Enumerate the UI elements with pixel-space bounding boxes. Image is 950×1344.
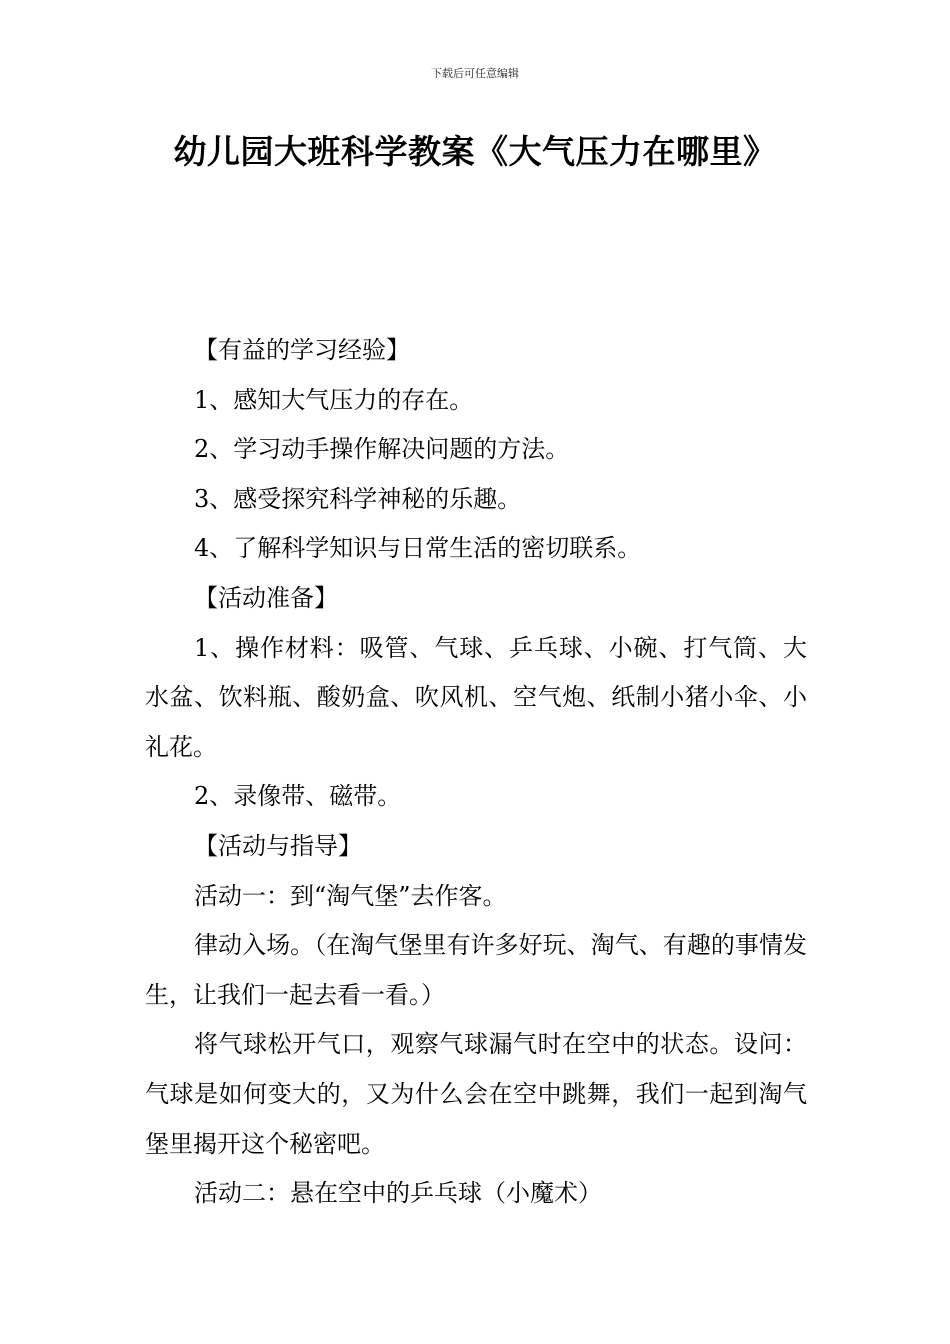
document-title: 幼儿园大班科学教案《大气压力在哪里》 [173,132,777,171]
body-paragraph: 律动入场。（在淘气堡里有许多好玩、淘气、有趣的事情发生，让我们一起去看一看。） [145,931,807,1009]
page-header-note: 下载后可任意编辑 [431,67,519,80]
activity-heading: 活动二：悬在空中的乒乓球（小魔术） [194,1179,602,1208]
list-item: 2、学习动手操作解决问题的方法。 [194,435,570,464]
section-heading-learning-experience: 【有益的学习经验】 [194,336,410,364]
body-paragraph: 将气球松开气口，观察气球漏气时在空中的状态。设问：气球是如何变大的，又为什么会在空中跳舞，我们一起到淘气堡里揭开这个秘密吧。 [145,1030,807,1158]
section-heading-activity-guidance: 【活动与指导】 [194,831,362,860]
list-item: 2、录像带、磁带。 [194,782,402,811]
list-item: 4、了解科学知识与日常生活的密切联系。 [194,534,642,563]
list-item: 1、操作材料：吸管、气球、乒乓球、小碗、打气筒、大水盆、饮料瓶、酸奶盒、吹风机、空气炮、纸制小猪小伞、小礼花。 [145,633,807,761]
list-item: 3、感受探究科学神秘的乐趣。 [194,484,522,513]
document-body [145,326,807,1219]
list-item: 1、感知大气压力的存在。 [194,385,474,414]
activity-heading: 活动一：到“淘气堡”去作客。 [194,881,507,910]
section-heading-preparation: 【活动准备】 [194,583,338,612]
